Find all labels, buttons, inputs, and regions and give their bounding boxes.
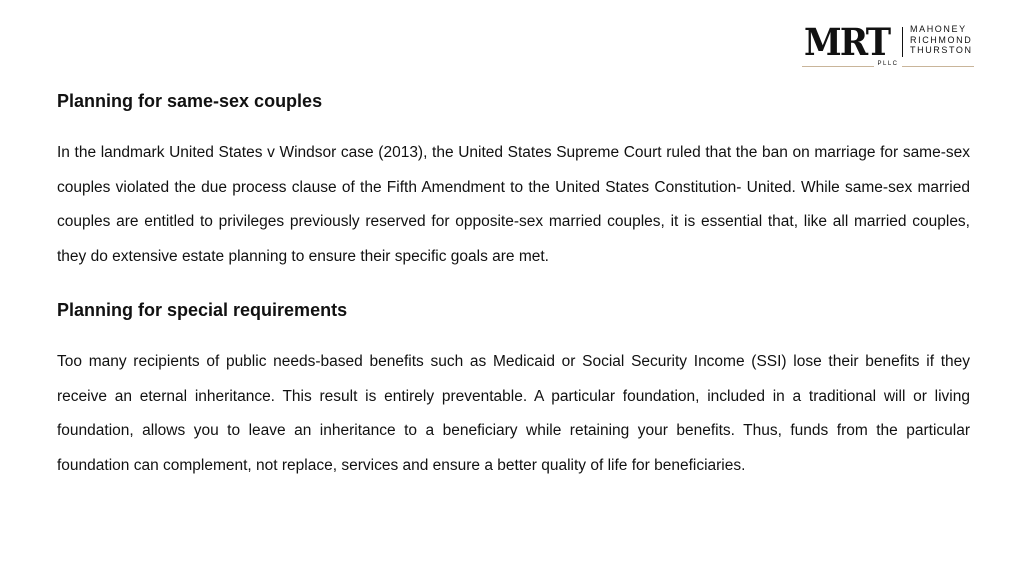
logo-name-line: THURSTON [910, 45, 973, 55]
section-paragraph: In the landmark United States v Windsor case (2013), the United States Supreme Court ruled that the ban on marriage for same-sex couples violated the due process clause of the Fifth Amendment to the United States Constitution- United. While same-sex married couples are entitled to privileges previously reserved for opposite-sex married couples, it is essential that, like all married couples, they do extensive estate planning to ensure their specific goals are met. [57, 144, 970, 266]
logo-divider [902, 27, 903, 57]
logo-name-line: MAHONEY [910, 24, 967, 34]
logo-name-line: RICHMOND [910, 34, 973, 45]
section-heading: Planning for same-sex couples [57, 91, 323, 111]
logo-name [910, 24, 973, 56]
logo-rule-left [802, 66, 874, 67]
logo-mark: MRT [804, 20, 890, 64]
logo-suffix: PLLC [877, 61, 899, 67]
section-heading: Planning for special requirements [57, 299, 348, 320]
document-body [57, 88, 970, 484]
logo-rule-right [902, 66, 974, 67]
firm-logo [802, 22, 978, 72]
section-paragraph: Too many recipients of public needs-based benefits such as Medicaid or Social Security Income (SSI) lose their benefits if they receive an eternal inheritance. This result is entirely preventable. A particular foundation, included in a traditional will or living foundation, allows you to leave an inheritance to a beneficiary while retaining your benefits. Thus, funds from the particular foundation can complement, not replace, services and ensure a better quality of life for beneficiaries. [57, 352, 970, 474]
